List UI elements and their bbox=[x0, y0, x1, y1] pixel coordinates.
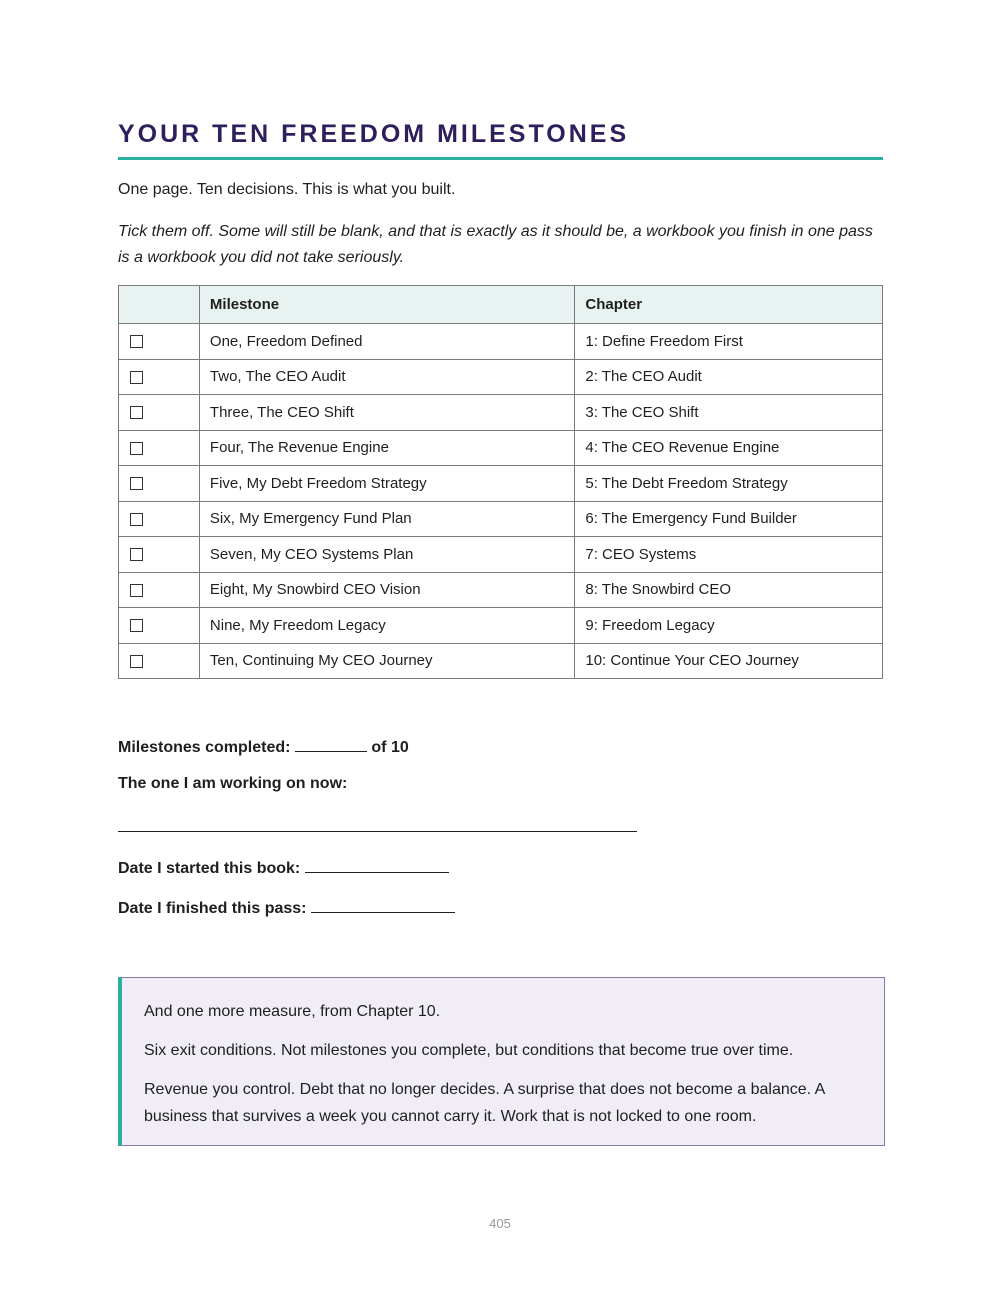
milestone-cell: Six, My Emergency Fund Plan bbox=[199, 501, 574, 537]
title-divider bbox=[118, 157, 883, 160]
milestones-completed-field bbox=[118, 735, 409, 757]
header-milestone: Milestone bbox=[199, 286, 574, 324]
milestone-cell: Two, The CEO Audit bbox=[199, 359, 574, 395]
milestone-cell: Three, The CEO Shift bbox=[199, 395, 574, 431]
callout-paragraph: And one more measure, from Chapter 10. bbox=[144, 1003, 441, 1020]
table-row bbox=[119, 359, 883, 395]
milestone-cell: Eight, My Snowbird CEO Vision bbox=[199, 572, 574, 608]
checkbox-cell bbox=[119, 359, 200, 395]
intro-italic-text: Tick them off. Some will still be blank, and that is exactly as it should be, a workbook you finish in one pass is a workbook you did not take seriously. bbox=[118, 223, 873, 266]
milestone-checkbox[interactable] bbox=[130, 584, 143, 597]
callout-paragraph: Six exit conditions. Not milestones you complete, but conditions that become true over time. bbox=[144, 1042, 794, 1059]
milestone-checkbox[interactable] bbox=[130, 619, 143, 632]
milestone-checkbox[interactable] bbox=[130, 513, 143, 526]
working-on-field bbox=[118, 775, 347, 793]
working-on-line-row bbox=[118, 815, 637, 837]
milestone-cell: Five, My Debt Freedom Strategy bbox=[199, 466, 574, 502]
chapter-cell: 8: The Snowbird CEO bbox=[575, 572, 883, 608]
milestone-cell: Four, The Revenue Engine bbox=[199, 430, 574, 466]
date-finished-label: Date I finished this pass: bbox=[118, 900, 307, 917]
chapter-cell: 3: The CEO Shift bbox=[575, 395, 883, 431]
milestone-checkbox[interactable] bbox=[130, 371, 143, 384]
chapter-cell: 7: CEO Systems bbox=[575, 537, 883, 573]
checkbox-cell bbox=[119, 537, 200, 573]
table-header-row bbox=[119, 286, 883, 324]
checkbox-cell bbox=[119, 572, 200, 608]
table-row bbox=[119, 643, 883, 679]
chapter-cell: 4: The CEO Revenue Engine bbox=[575, 430, 883, 466]
table-row bbox=[119, 608, 883, 644]
chapter-cell: 2: The CEO Audit bbox=[575, 359, 883, 395]
checkbox-cell bbox=[119, 324, 200, 360]
date-started-blank[interactable] bbox=[305, 856, 449, 873]
working-on-blank[interactable] bbox=[118, 815, 637, 832]
milestone-checkbox[interactable] bbox=[130, 406, 143, 419]
date-started-label: Date I started this book: bbox=[118, 860, 301, 877]
milestone-checkbox[interactable] bbox=[130, 335, 143, 348]
chapter-cell: 6: The Emergency Fund Builder bbox=[575, 501, 883, 537]
page-number: 405 bbox=[489, 1216, 511, 1231]
table-row bbox=[119, 466, 883, 502]
callout-paragraph: Revenue you control. Debt that no longer decides. A surprise that does not become a balance. A business that survives a week you cannot carry it. Work that is not locked to one room. bbox=[144, 1081, 825, 1125]
milestones-completed-blank[interactable] bbox=[295, 735, 367, 752]
milestone-cell: One, Freedom Defined bbox=[199, 324, 574, 360]
table-row bbox=[119, 572, 883, 608]
chapter-cell: 5: The Debt Freedom Strategy bbox=[575, 466, 883, 502]
milestones-completed-label: Milestones completed: bbox=[118, 739, 291, 756]
table-row bbox=[119, 537, 883, 573]
checkbox-cell bbox=[119, 430, 200, 466]
checkbox-cell bbox=[119, 395, 200, 431]
chapter-cell: 1: Define Freedom First bbox=[575, 324, 883, 360]
chapter-cell: 10: Continue Your CEO Journey bbox=[575, 643, 883, 679]
header-check bbox=[119, 286, 200, 324]
table-row bbox=[119, 501, 883, 537]
checkbox-cell bbox=[119, 608, 200, 644]
milestones-table bbox=[118, 285, 883, 679]
milestone-rows bbox=[119, 324, 883, 679]
milestone-checkbox[interactable] bbox=[130, 655, 143, 668]
milestones-completed-suffix: of 10 bbox=[371, 739, 409, 756]
intro-text: One page. Ten decisions. This is what you built. bbox=[118, 181, 456, 198]
milestone-checkbox[interactable] bbox=[130, 442, 143, 455]
milestone-cell: Seven, My CEO Systems Plan bbox=[199, 537, 574, 573]
header-chapter: Chapter bbox=[575, 286, 883, 324]
date-finished-blank[interactable] bbox=[311, 896, 455, 913]
table-row bbox=[119, 324, 883, 360]
date-finished-field bbox=[118, 896, 455, 918]
checkbox-cell bbox=[119, 501, 200, 537]
date-started-field bbox=[118, 856, 449, 878]
table-row bbox=[119, 430, 883, 466]
chapter-cell: 9: Freedom Legacy bbox=[575, 608, 883, 644]
checkbox-cell bbox=[119, 643, 200, 679]
milestone-checkbox[interactable] bbox=[130, 477, 143, 490]
working-on-label: The one I am working on now: bbox=[118, 775, 348, 792]
milestone-cell: Ten, Continuing My CEO Journey bbox=[199, 643, 574, 679]
milestone-cell: Nine, My Freedom Legacy bbox=[199, 608, 574, 644]
milestone-checkbox[interactable] bbox=[130, 548, 143, 561]
page-title: YOUR TEN FREEDOM MILESTONES bbox=[118, 120, 630, 148]
table-row bbox=[119, 395, 883, 431]
checkbox-cell bbox=[119, 466, 200, 502]
exit-conditions-callout bbox=[118, 977, 885, 1146]
